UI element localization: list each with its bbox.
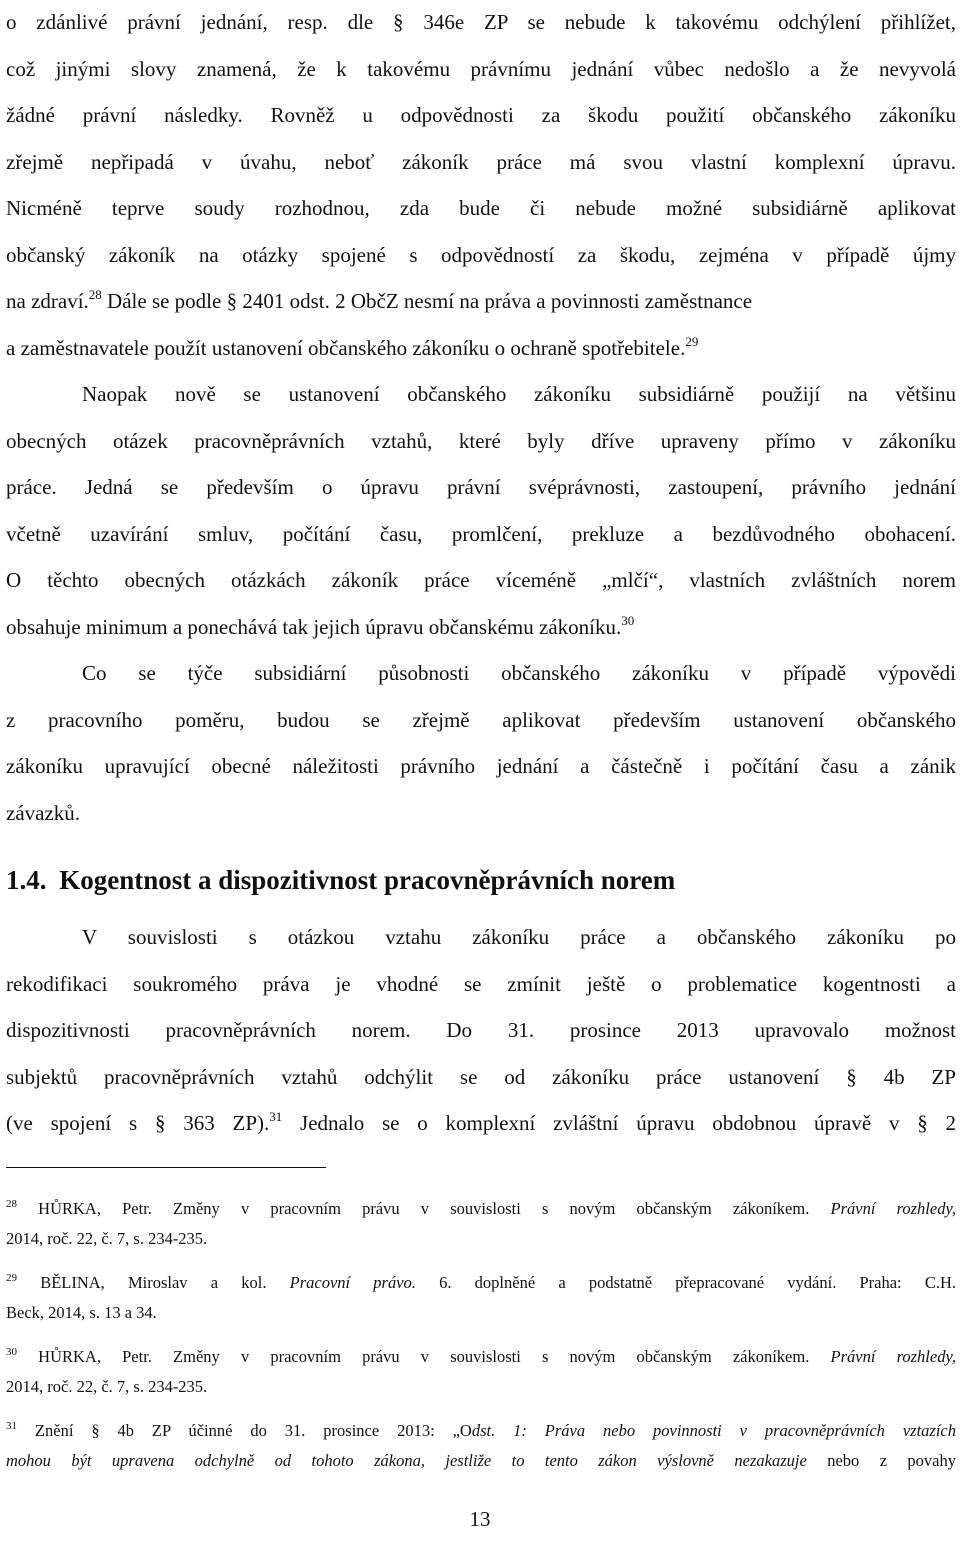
text-line: závazků. [6, 800, 81, 825]
footnote-ref-31[interactable]: 31 [269, 1109, 283, 1124]
footnote-29 [6, 1268, 956, 1328]
footnote-line [6, 1416, 956, 1446]
text-run: (ve spojení s § 363 ZP). [6, 1111, 270, 1135]
body-paragraphs [6, 0, 956, 836]
text-run: mohou být upravena odchylně od tohoto zákona, jestliže to tento zákon výslovně nezakazuje [6, 1451, 807, 1470]
text-run: 6. doplněné a podstatně přepracované vydání. Praha: C.H. [439, 1273, 956, 1292]
text-line [6, 325, 956, 372]
text-run: BĚLINA, Miroslav a kol. [40, 1273, 267, 1292]
text-run: dst. 1: Práva nebo povinnosti v pracovněprávních vztazích [471, 1421, 956, 1440]
text-run: a zaměstnavatele použít ustanovení občanského zákoníku o ochraně spotřebitele. [6, 335, 686, 360]
footnote-number: 29 [6, 1272, 17, 1284]
text-run: Právní rozhledy, [830, 1347, 956, 1366]
text-line: občanský zákoník na otázky spojené s odpovědností za škodu, zejména v případě újmy [6, 242, 956, 267]
text-line: žádné právní následky. Rovněž u odpovědnosti za škodu použití občanského zákoníku [6, 103, 956, 127]
section-title: Kogentnost a dispozitivnost pracovněprávních norem [59, 865, 676, 895]
text-line: práce. Jedná se především o úpravu právní svéprávnosti, zastoupení, právního jednání [6, 475, 956, 499]
text-line: V souvislosti s otázkou vztahu zákoníku práce a občanského zákoníku po [82, 925, 956, 949]
page-number: 13 [469, 1507, 491, 1531]
footnote-ref-28[interactable]: 28 [88, 287, 102, 302]
footnote-line: 2014, roč. 22, č. 7, s. 234-235. [6, 1229, 208, 1248]
text-run: na zdraví. [6, 289, 89, 313]
text-line: zřejmě nepřipadá v úvahu, neboť zákoník práce má svou vlastní komplexní úpravu. [6, 149, 956, 174]
footnote-number: 30 [6, 1346, 17, 1358]
text-line: O těchto obecných otázkách zákoník práce víceméně „mlčí“, vlastních zvláštních norem [6, 568, 956, 592]
footnote-number: 28 [6, 1198, 17, 1210]
section-paragraph [6, 914, 956, 1147]
text-line: z pracovního poměru, budou se zřejmě aplikovat především ustanovení občanského [6, 707, 956, 732]
section-heading [6, 860, 956, 900]
footnote-separator [6, 1167, 326, 1168]
text-run: HŮRKA, Petr. Změny v pracovním právu v souvislosti s novým občanským zákoníkem. [38, 1199, 810, 1218]
section-number: 1.4. [6, 865, 47, 895]
footnote-ref-30[interactable]: 30 [621, 612, 635, 628]
footnote-line: Beck, 2014, s. 13 a 34. [6, 1303, 157, 1322]
text-line: subjektů pracovněprávních vztahů odchýlit se od zákoníku práce ustanovení § 4b ZP [6, 1064, 956, 1089]
text-line: obecných otázek pracovněprávních vztahů, které byly dříve upraveny přímo v zákoníku [6, 428, 956, 453]
footnote-number: 31 [6, 1420, 17, 1432]
footnote-28 [6, 1194, 956, 1254]
footnote-ref-29[interactable]: 29 [685, 333, 699, 349]
text-run: Právní rozhledy, [830, 1199, 956, 1218]
text-run: obsahuje minimum a ponechává tak jejich úpravu občanskému zákoníku. [6, 614, 622, 639]
footnote-line [6, 1268, 956, 1298]
text-line: o zdánlivé právní jednání, resp. dle § 346e ZP se nebude k takovému odchýlení přihlížet, [6, 10, 956, 34]
text-line [6, 604, 956, 651]
footnote-line [6, 1194, 956, 1224]
footnote-31 [6, 1416, 956, 1476]
text-line: Naopak nově se ustanovení občanského zákoníku subsidiárně použijí na většinu [82, 382, 956, 406]
text-line [6, 1100, 956, 1147]
footnote-line [6, 1342, 956, 1372]
text-line: zákoníku upravující obecné náležitosti právního jednání a částečně i počítání času a zánik [6, 754, 956, 778]
text-run: Jednalo se o komplexní zvláštní úpravu obdobnou úpravě v § 2 [300, 1111, 957, 1135]
text-run: Pracovní právo. [289, 1273, 416, 1292]
text-line: což jinými slovy znamená, že k takovému právnímu jednání vůbec nedošlo a že nevyvolá [6, 56, 956, 81]
footnote-30 [6, 1342, 956, 1402]
text-run: Znění § 4b ZP účinné do 31. prosince 2013: „O [34, 1421, 472, 1440]
text-line: Co se týče subsidiární působnosti občanského zákoníku v případě výpovědi [82, 661, 956, 685]
footnote-line [6, 1446, 956, 1476]
text-line: dispozitivnosti pracovněprávních norem. Do 31. prosince 2013 upravovalo možnost [6, 1018, 956, 1042]
text-line: rekodifikaci soukromého práva je vhodné se zmínit ještě o problematice kogentnosti a [6, 971, 956, 996]
text-run: nebo z povahy [827, 1451, 956, 1470]
text-line: Nicméně teprve soudy rozhodnou, zda bude či nebude možné subsidiárně aplikovat [6, 196, 956, 220]
text-run: Dále se podle § 2401 odst. 2 ObčZ nesmí na práva a povinnosti zaměstnance [107, 289, 753, 313]
text-line [6, 278, 956, 325]
text-line: včetně uzavírání smluv, počítání času, promlčení, prekluze a bezdůvodného obohacení. [6, 521, 956, 546]
footnote-line: 2014, roč. 22, č. 7, s. 234-235. [6, 1377, 208, 1396]
text-run: HŮRKA, Petr. Změny v pracovním právu v souvislosti s novým občanským zákoníkem. [38, 1347, 810, 1366]
